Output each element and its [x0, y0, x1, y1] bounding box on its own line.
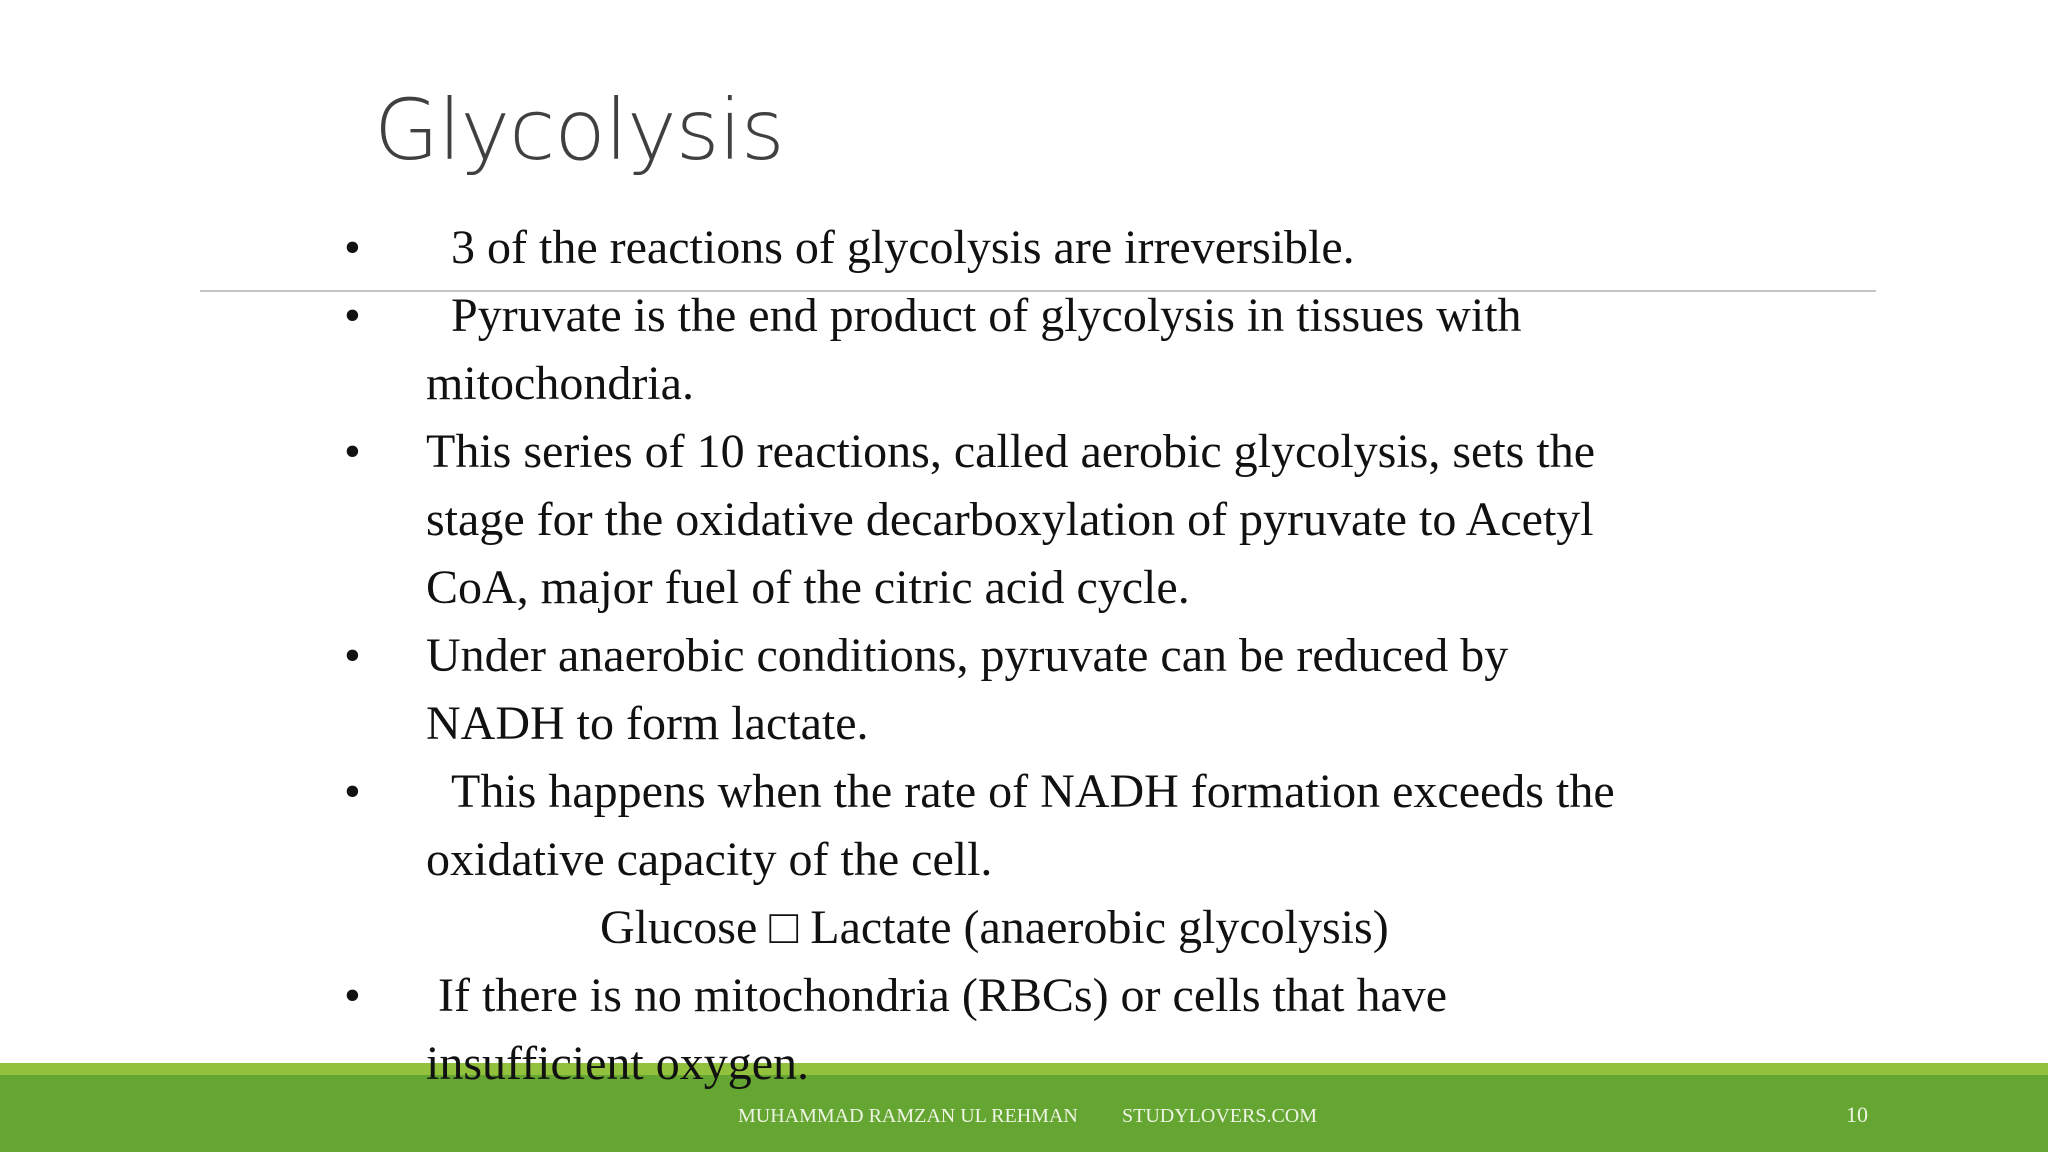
footer-site: STUDYLOVERS.COM — [1122, 1105, 1318, 1127]
body-line-6: CoA, major fuel of the citric acid cycle. — [426, 561, 1190, 614]
body-line-8: NADH to form lactate. — [426, 697, 869, 750]
body-line-3: mitochondria. — [426, 357, 694, 410]
body-line-10: oxidative capacity of the cell. — [426, 833, 993, 886]
equation-line: Glucose □ Lactate (anaerobic glycolysis) — [600, 901, 1389, 954]
body-line-9: This happens when the rate of NADH formation exceeds the — [451, 765, 1615, 818]
body-line-1: 3 of the reactions of glycolysis are irreversible. — [451, 221, 1355, 274]
bullet-marker-1: • — [344, 221, 361, 274]
body-line-7: Under anaerobic conditions, pyruvate can be reduced by — [426, 629, 1509, 682]
footer-author: MUHAMMAD RAMZAN UL REHMAN — [738, 1105, 1078, 1127]
footer-accent-stripe — [0, 1063, 2048, 1075]
bullet-marker-4: • — [344, 629, 361, 682]
page-number: 10 — [1846, 1102, 1868, 1127]
body-line-4: This series of 10 reactions, called aerobic glycolysis, sets the — [426, 425, 1595, 478]
bullet-marker-5: • — [344, 765, 361, 818]
body-line-13: insufficient oxygen. — [426, 1037, 810, 1090]
bullet-marker-3: • — [344, 425, 361, 478]
body-line-12: If there is no mitochondria (RBCs) or cells that have — [438, 969, 1448, 1022]
bullet-marker-2: • — [344, 289, 361, 342]
bullet-marker-6: • — [344, 969, 361, 1022]
slide-title: Glycolysis — [374, 81, 784, 179]
body-line-2: Pyruvate is the end product of glycolysis in tissues with — [451, 289, 1522, 342]
body-line-5: stage for the oxidative decarboxylation of pyruvate to Acetyl — [426, 493, 1594, 546]
